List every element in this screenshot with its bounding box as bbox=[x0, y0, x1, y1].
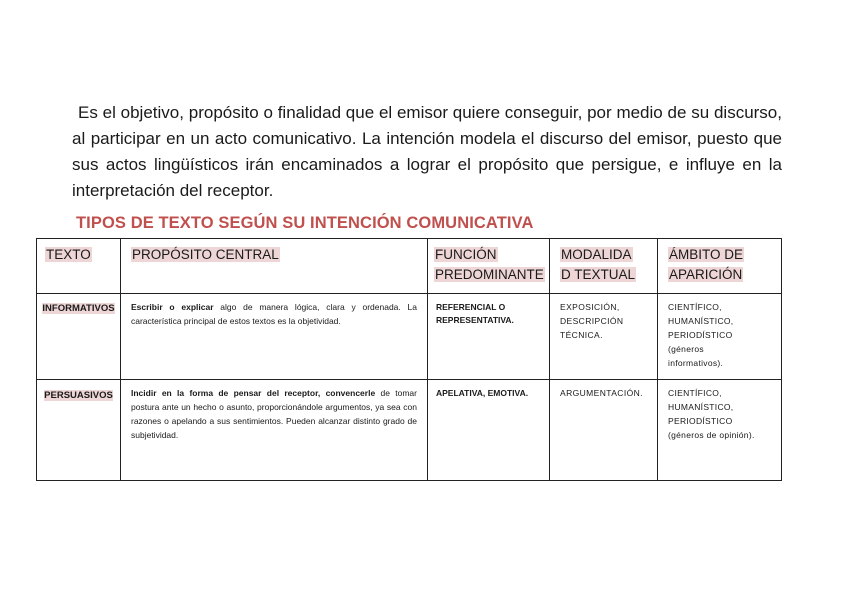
header-texto bbox=[37, 239, 121, 294]
row-informativos-modalidad bbox=[550, 294, 658, 380]
row-persuasivos-texto bbox=[37, 380, 121, 481]
ambito-line4: (géneros de opinión). bbox=[668, 430, 755, 440]
header-proposito-label: PROPÓSITO CENTRAL bbox=[132, 247, 279, 262]
ambito-line2: HUMANÍSTICO, bbox=[668, 402, 734, 412]
header-ambito-line2: APARICIÓN bbox=[669, 267, 743, 282]
row-informativos-funcion bbox=[428, 294, 550, 380]
funcion-line1: APELATIVA, EMOTIVA. bbox=[436, 388, 529, 398]
ambito-line3: PERIODÍSTICO bbox=[668, 416, 733, 426]
modalidad-line1: ARGUMENTACIÓN. bbox=[560, 388, 643, 398]
proposito-bold: Escribir o explicar bbox=[131, 302, 214, 312]
proposito-rest: algo de manera lógica, clara y ordenada. La característica principal de estos textos es la objetividad. bbox=[131, 302, 417, 326]
intro-paragraph: Es el objetivo, propósito o finalidad que el emisor quiere conseguir, por medio de su discurso, al participar en un acto comunicativo. La intención modela el discurso del emisor, puesto que sus actos lingüísticos irán encaminados a lograr el propósito que persigue, e influye en la interpretación del receptor. bbox=[72, 103, 782, 200]
table-row bbox=[37, 294, 782, 380]
proposito-bold: Incidir en la forma de pensar del receptor, convencerle bbox=[131, 388, 376, 398]
header-proposito bbox=[121, 239, 428, 294]
row-informativos-proposito bbox=[121, 294, 428, 380]
ambito-line1: CIENTÍFICO, bbox=[668, 388, 722, 398]
header-funcion-line2: PREDOMINANTE bbox=[435, 267, 544, 282]
header-funcion bbox=[428, 239, 550, 294]
header-modalidad-line1: MODALIDA bbox=[561, 247, 632, 262]
row-persuasivos-label: PERSUASIVOS bbox=[44, 390, 113, 401]
row-informativos-texto bbox=[37, 294, 121, 380]
row-persuasivos-proposito bbox=[121, 380, 428, 481]
row-persuasivos-modalidad bbox=[550, 380, 658, 481]
header-modalidad-line2: D TEXTUAL bbox=[561, 267, 636, 282]
text-types-table bbox=[36, 238, 782, 481]
ambito-line5: informativos). bbox=[668, 358, 724, 368]
ambito-line4: (géneros bbox=[668, 344, 704, 354]
row-persuasivos-funcion bbox=[428, 380, 550, 481]
ambito-line3: PERIODÍSTICO bbox=[668, 330, 733, 340]
funcion-line2: REPRESENTATIVA. bbox=[436, 315, 514, 325]
header-ambito-line1: ÁMBITO DE bbox=[669, 247, 744, 262]
modalidad-line1: EXPOSICIÓN, bbox=[560, 302, 620, 312]
ambito-line2: HUMANÍSTICO, bbox=[668, 316, 734, 326]
modalidad-line3: TÉCNICA. bbox=[560, 330, 603, 340]
row-informativos-ambito bbox=[658, 294, 782, 380]
header-modalidad bbox=[550, 239, 658, 294]
modalidad-line2: DESCRIPCIÓN bbox=[560, 316, 624, 326]
ambito-line1: CIENTÍFICO, bbox=[668, 302, 722, 312]
proposito-rest: de tomar postura ante un hecho o asunto, proporcionándole argumentos, ya sea con razones o apelando a sus sentimientos. Pueden alcanzar distinto grado de subjetividad. bbox=[131, 388, 417, 440]
row-persuasivos-ambito bbox=[658, 380, 782, 481]
header-funcion-line1: FUNCIÓN bbox=[435, 247, 497, 262]
row-informativos-label: INFORMATIVOS bbox=[42, 303, 115, 314]
header-ambito bbox=[658, 239, 782, 294]
header-texto-label: TEXTO bbox=[46, 247, 91, 262]
table-header-row bbox=[37, 239, 782, 294]
table-row bbox=[37, 380, 782, 481]
funcion-line1: REFERENCIAL O bbox=[436, 302, 506, 312]
section-title: TIPOS DE TEXTO SEGÚN SU INTENCIÓN COMUNICATIVA bbox=[76, 214, 534, 232]
